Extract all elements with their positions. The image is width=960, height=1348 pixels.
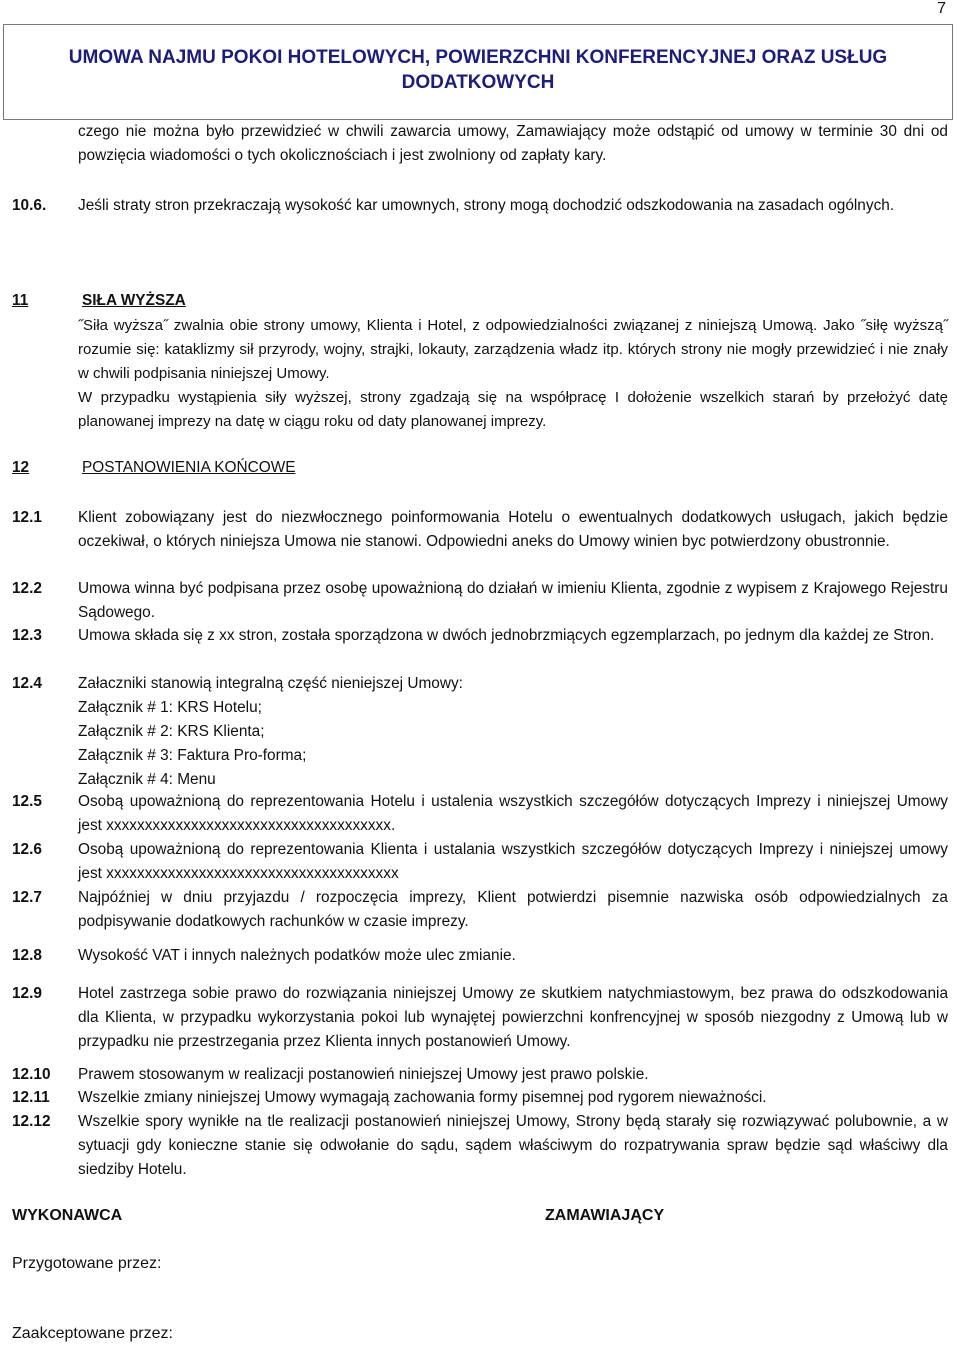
section-11-paragraph-1: ˝Siła wyższa˝ zwalnia obie strony umowy, Klienta i Hotel, z odpowiedzialności związanej z niniejszą Umową. Jako ˝siłę wyższą˝ rozumie się: kataklizmy sił przyrody, wojny, strajki, lokauty, zarządzenia władz itp. których strony nie mogły przewidzieć i nie znały w chwili podpisania niniejszej Umowy.	[78, 317, 948, 382]
section-12-title: POSTANOWIENIA KOŃCOWE	[82, 459, 296, 476]
section-11-paragraph-2: W przypadku wystąpienia siły wyższej, strony zgadzają się na współpracę I dołożenie wszelkich starań by przełożyć datę planowanej imprezy na datę w ciągu roku od daty planowanej imprezy.	[78, 389, 948, 430]
clause-text: Klient zobowiązany jest do niezwłocznego poinformowania Hotelu o ewentualnych dodatkowych usługach, jakich będzie oczekiwał, o których niniejsza Umowa nie stanowi. Odpowiedni aneks do Umowy winien byc potwierdzony obustronnie.	[78, 509, 948, 550]
clause-number: 12.1	[12, 509, 42, 526]
clause-text: Umowa winna być podpisana przez osobę upoważnioną do działań w imieniu Klienta, zgodnie z wypisem z Krajowego Rejestru Sądowego.	[78, 580, 948, 621]
section-11-title: SIŁA WYŻSZA	[82, 292, 186, 309]
clause-number: 12.9	[12, 985, 42, 1002]
attachment-item: Załącznik # 4: Menu	[78, 771, 216, 788]
header-title-line-1: UMOWA NAJMU POKOI HOTELOWYCH, POWIERZCHNI KONFERENCYJNEJ ORAZ USŁUG	[68, 47, 888, 68]
clause-text: Osobą upoważnioną do reprezentowania Klienta i ustalania wszystkich szczegółów dotyczących Imprezy i niniejszej umowy jest xxxxxxxxxxxxxxxxxxxxxxxxxxxxxxxxxxxxxx	[78, 841, 948, 882]
clause-number: 12.11	[12, 1089, 50, 1106]
section-12-number: 12	[12, 459, 30, 476]
clause-number: 12.6	[12, 841, 42, 858]
clause-text: Załaczniki stanowią integralną część nieniejszej Umowy:	[78, 675, 463, 692]
clause-number: 12.12	[12, 1113, 51, 1130]
clause-number: 12.3	[12, 627, 42, 644]
clause-number: 12.5	[12, 793, 42, 810]
clause-text: Prawem stosowanym w realizacji postanowień niniejszej Umowy jest prawo polskie.	[78, 1066, 649, 1083]
attachment-item: Załącznik # 1: KRS Hotelu;	[78, 699, 262, 716]
header-title-line-2: DODATKOWYCH	[401, 72, 555, 93]
clause-text: Najpóźniej w dniu przyjazdu / rozpoczęcia imprezy, Klient potwierdzi pisemnie nazwiska osób odpowiedzialnych za podpisywanie dodatkowych rachunków w czasie imprezy.	[78, 889, 948, 930]
clause-number: 12.4	[12, 675, 42, 692]
clause-number: 12.2	[12, 580, 42, 597]
section-11-number: 11	[12, 292, 29, 309]
prepared-by-label: Przygotowane przez:	[12, 1255, 162, 1272]
clause-text: Osobą upoważnioną do reprezentowania Hotelu i ustalenia wszystkich szczegółów dotyczących Imprezy i niniejszej Umowy jest xxxxxxxxxxxxxxxxxxxxxxxxxxxxxxxxxxxxx.	[78, 793, 948, 834]
page-number: 7	[937, 0, 946, 17]
continuation-paragraph: czego nie można było przewidzieć w chwili zawarcia umowy, Zamawiający może odstąpić od umowy w terminie 30 dni od powzięcia wiadomości o tych okolicznościach i jest zwolniony od zapłaty kary.	[78, 123, 948, 164]
document-header	[3, 24, 953, 120]
clause-number: 12.10	[12, 1066, 51, 1083]
clause-number-10-6: 10.6.	[12, 197, 47, 214]
attachment-item: Załącznik # 3: Faktura Pro-forma;	[78, 747, 307, 764]
clause-text: Wszelkie zmiany niniejszej Umowy wymagają zachowania formy pisemnej pod rygorem nieważności.	[78, 1089, 767, 1106]
clause-number: 12.8	[12, 947, 42, 964]
clause-text: Wszelkie spory wynikłe na tle realizacji postanowień niniejszej Umowy, Strony będą starały się rozwiązywać polubownie, a w sytuacji gdy konieczne stanie się odwołanie do sądu, sądem właściwym do rozpatrywania spraw będzie sąd właściwy dla siedziby Hotelu.	[78, 1113, 948, 1178]
accepted-by-label: Zaakceptowane przez:	[12, 1325, 173, 1342]
clause-text: Umowa składa się z xx stron, została sporządzona w dwóch jednobrzmiących egzemplarzach, po jednym dla każdej ze Stron.	[78, 627, 935, 644]
client-signature-label: ZAMAWIAJĄCY	[545, 1207, 665, 1224]
clause-text: Wysokość VAT i innych należnych podatków może ulec zmianie.	[78, 947, 516, 964]
clause-10-6-text: Jeśli straty stron przekraczają wysokość kar umownych, strony mogą dochodzić odszkodowania na zasadach ogólnych.	[78, 197, 895, 214]
attachment-list	[78, 696, 306, 792]
attachment-item: Załącznik # 2: KRS Klienta;	[78, 723, 265, 740]
clause-text: Hotel zastrzega sobie prawo do rozwiązania niniejszej Umowy ze skutkiem natychmiastowym, bez prawa do odszkodowania dla Klienta, w przypadku wykorzystania pokoi lub wynajętej powierzchni konfrencyjnej w sposób niezgodny z Umową lub w przypadku nie przestrzegania przez Klienta innych postanowień Umowy.	[78, 985, 948, 1050]
clause-number: 12.7	[12, 889, 42, 906]
contractor-signature-label: WYKONAWCA	[12, 1207, 123, 1224]
